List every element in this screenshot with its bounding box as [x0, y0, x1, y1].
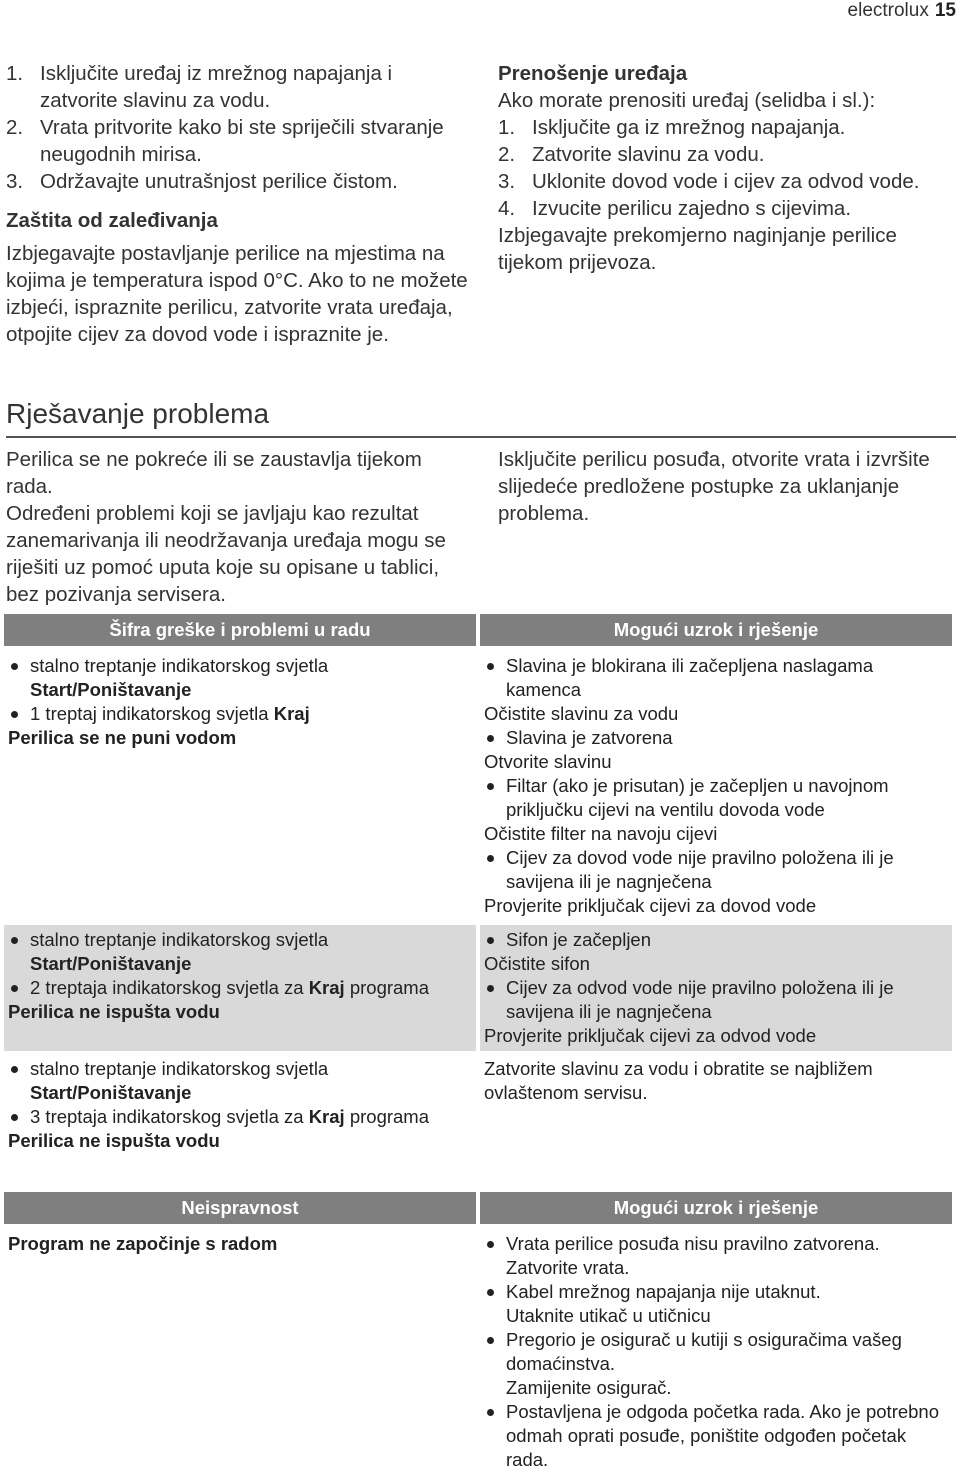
bullet-item: stalno treptanje indikatorskog svjetla Start/Poništavanje [8, 928, 472, 976]
column-header: Mogući uzrok i rješenje [480, 1192, 952, 1224]
bullet-item: Pregorio je osigurač u kutiji s osiguračima vašeg domaćinstva. Zamijenite osigurač. [484, 1328, 948, 1400]
solution-cell: Zatvorite slavinu za vodu i obratite se najbližem ovlaštenom servisu. [480, 1051, 952, 1156]
moving-outro: Izbjegavajte prekomjerno naginjanje perilice tijekom prijevoza. [498, 224, 897, 274]
column-header: Šifra greške i problemi u radu [4, 614, 476, 646]
frost-body: Izbjegavajte postavljanje perilice na mjestima na kojima je temperatura ispod 0°C. Ako to ne možete izbjeći, ispraznite perilicu, zatvorite vrata uređaja, otpojite cijev za dovod vode i ispraznite je. [6, 242, 468, 346]
section-title: Rješavanje problema [6, 398, 270, 429]
problem-label: Perilica ne ispušta vodu [8, 1001, 220, 1022]
malfunction-table [0, 1192, 960, 1475]
troubleshooting-intro-left: Perilica se ne pokreće ili se zaustavlja tijekom rada. Određeni problemi koji se javljaju kao rezultat zanemarivanja ili neodržavanja uređaja mogu se riješiti uz pomoć uputa koje su opisane u tablici, bez pozivanja servisera. [6, 448, 446, 606]
list-item: 2. Zatvorite slavinu za vodu. [498, 143, 765, 166]
solution-cell [480, 1224, 952, 1475]
bullet-item: Vrata perilice posuđa nisu pravilno zatvorena. Zatvorite vrata. [484, 1232, 948, 1280]
table-header-row [4, 1192, 952, 1224]
problem-cell [4, 646, 476, 921]
table-row [4, 1051, 952, 1156]
bullet-item: stalno treptanje indikatorskog svjetla Start/Poništavanje [8, 654, 472, 702]
bullet-item: Filtar (ako je prisutan) je začepljen u navojnom priključku cijevi na ventilu dovoda vode [484, 774, 948, 822]
list-item: 1. Isključite uređaj iz mrežnog napajanja i zatvorite slavinu za vodu. [6, 62, 393, 112]
column-header: Neispravnost [4, 1192, 476, 1224]
bullet-item: Kabel mrežnog napajanja nije utaknut. Utaknite utikač u utičnicu [484, 1280, 948, 1328]
bullet-item: Cijev za dovod vode nije pravilno položena ili je savijena ili je nagnječena [484, 846, 948, 894]
moving-heading: Prenošenje uređaja [498, 62, 688, 85]
right-column-top [498, 60, 954, 276]
solution-fix: Očistite filter na navoju cijevi [484, 823, 718, 844]
problem-cell [4, 921, 476, 1051]
solution-cell [480, 921, 952, 1051]
list-item: 2. Vrata pritvorite kako bi ste spriječili stvaranje neugodnih mirisa. [6, 116, 444, 166]
bullet-item: Slavina je blokirana ili začepljena naslagama kamenca [484, 654, 948, 702]
table-header-row [4, 614, 952, 646]
bullet-item: 1 treptaj indikatorskog svjetla Kraj [8, 702, 472, 726]
problem-label: Perilica se ne puni vodom [8, 727, 237, 748]
table-row [4, 921, 952, 1051]
solution-fix: Provjerite priključak cijevi za dovod vode [484, 895, 817, 916]
solution-fix: Otvorite slavinu [484, 751, 612, 772]
table-row [4, 646, 952, 921]
table-row [4, 1224, 952, 1475]
column-header: Mogući uzrok i rješenje [480, 614, 952, 646]
left-column-top [6, 60, 472, 348]
moving-steps [498, 114, 954, 222]
list-item: 3. Održavajte unutrašnjost perilice čistom. [6, 170, 398, 193]
bullet-item: Cijev za odvod vode nije pravilno položena ili je savijena ili je nagnječena [484, 976, 948, 1024]
problem-label: Program ne započinje s radom [8, 1233, 278, 1254]
list-item: 4. Izvucite perilicu zajedno s cijevima. [498, 197, 852, 220]
frost-heading: Zaštita od zaleđivanja [6, 209, 218, 232]
list-item: 1. Isključite ga iz mrežnog napajanja. [498, 116, 846, 139]
problem-cell [4, 1051, 476, 1156]
solution-fix: Provjerite priključak cijevi za odvod vode [484, 1025, 817, 1046]
problem-cell [4, 1224, 476, 1475]
storage-steps [6, 60, 472, 195]
list-item: 3. Uklonite dovod vode i cijev za odvod vode. [498, 170, 920, 193]
bullet-item: Slavina je zatvorena [484, 726, 948, 750]
bullet-item: Sifon je začepljen [484, 928, 948, 952]
bullet-item: Postavljena je odgoda početka rada. Ako je potrebno odmah oprati posuđe, poništite odgođen početak rada. [484, 1400, 948, 1472]
brand-name: electrolux [847, 0, 929, 21]
bullet-item: 2 treptaja indikatorskog svjetla za Kraj programa [8, 976, 472, 1000]
bullet-item: stalno treptanje indikatorskog svjetla Start/Poništavanje [8, 1057, 472, 1105]
section-divider [6, 436, 956, 438]
page-header [848, 0, 956, 22]
troubleshooting-intro-right: Isključite perilicu posuđa, otvorite vrata i izvršite slijedeće predložene postupke za uklanjanje problema. [498, 448, 930, 525]
bullet-item: 3 treptaja indikatorskog svjetla za Kraj programa [8, 1105, 472, 1129]
solution-fix: Očistite sifon [484, 953, 590, 974]
problem-label: Perilica ne ispušta vodu [8, 1130, 220, 1151]
solution-fix: Očistite slavinu za vodu [484, 703, 679, 724]
error-table [0, 614, 960, 1156]
solution-cell [480, 646, 952, 921]
page-number: 15 [934, 0, 956, 21]
moving-intro: Ako morate prenositi uređaj (selidba i sl.): [498, 89, 876, 112]
